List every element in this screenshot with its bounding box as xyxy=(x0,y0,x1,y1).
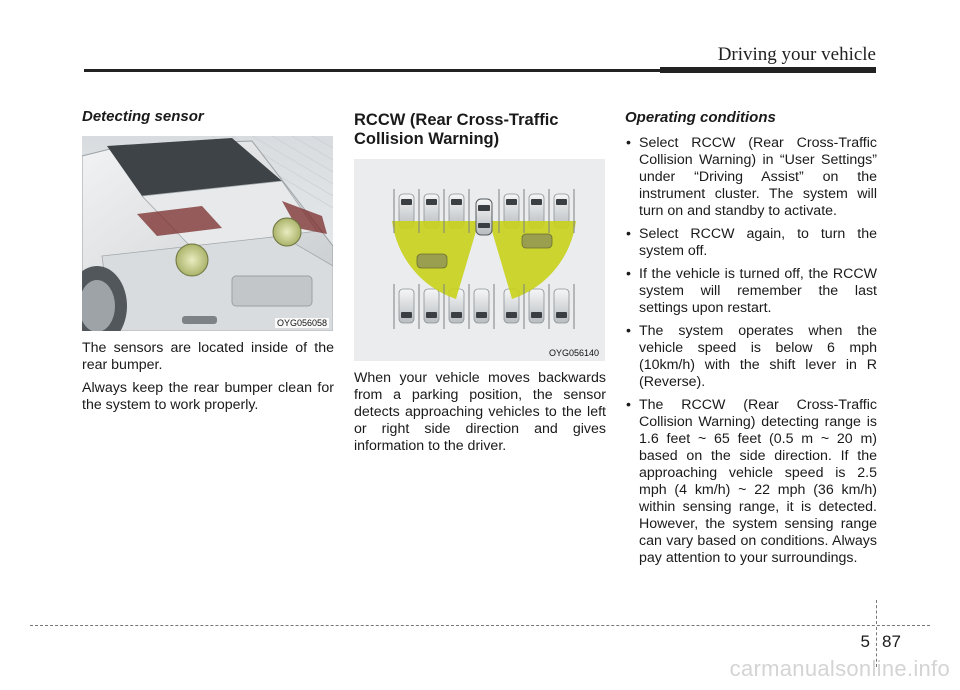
footer-rule xyxy=(30,625,930,626)
rear-bumper-figure xyxy=(82,136,333,331)
detecting-sensor-heading: Detecting sensor xyxy=(82,108,204,125)
chapter-number: 5 xyxy=(860,632,870,651)
list-item: • The system operates when the vehicle speed is below 6 mph (10km/h) with the shift lever in R (Reverse). xyxy=(626,323,877,390)
header-title: Driving your vehicle xyxy=(717,44,876,65)
sensor-location-text: The sensors are located inside of the rear bumper. xyxy=(82,340,334,373)
column-operating-conditions xyxy=(625,109,877,573)
bumper-clean-text: Always keep the rear bumper clean for the system to work properly. xyxy=(82,380,334,413)
header-rule-accent xyxy=(660,67,876,73)
column-rccw xyxy=(354,111,606,455)
parking-diagram-figure xyxy=(354,159,605,361)
list-item: • The RCCW (Rear Cross-Traffic Collision Warning) detecting range is 1.6 feet ~ 65 feet (0.5 m ~ 20 m) based on the side direction. If the approaching vehicle speed is 2.5 mph (4 km/h) ~ 22 mph (36 km/h) within sensing range, it is detected. However, the system sensing range can vary based on conditions. Always pay attention to your surroundings. xyxy=(626,397,877,566)
rccw-description: When your vehicle moves backwards from a parking position, the sensor detects approaching vehicles to the left or right side direction and gives information to the driver. xyxy=(354,370,606,454)
operating-conditions-heading: Operating conditions xyxy=(625,109,776,126)
rccw-parking-diagram xyxy=(354,159,605,361)
list-item: • Select RCCW again, to turn the system off. xyxy=(626,226,877,259)
own-vehicle xyxy=(476,199,492,235)
page-number: 87 xyxy=(882,632,901,651)
watermark: carmanualsonline.info xyxy=(729,656,950,681)
figure-code: OYG056140 xyxy=(548,348,599,358)
list-item: • If the vehicle is turned off, the RCCW system will remember the last settings upon restart. xyxy=(626,266,877,316)
rccw-heading: RCCW (Rear Cross-Traffic Collision Warning) xyxy=(354,111,559,148)
column-detecting-sensor xyxy=(82,108,334,414)
operating-conditions-list xyxy=(625,135,877,567)
list-item: • Select RCCW (Rear Cross-Traffic Collision Warning) in “User Settings” under “Driving Assist” on the instrument cluster. The system will turn on and standby to activate. xyxy=(626,135,877,219)
footer-divider xyxy=(876,600,877,624)
rear-bumper-illustration xyxy=(82,136,333,331)
figure-code: OYG056058 xyxy=(276,318,327,328)
